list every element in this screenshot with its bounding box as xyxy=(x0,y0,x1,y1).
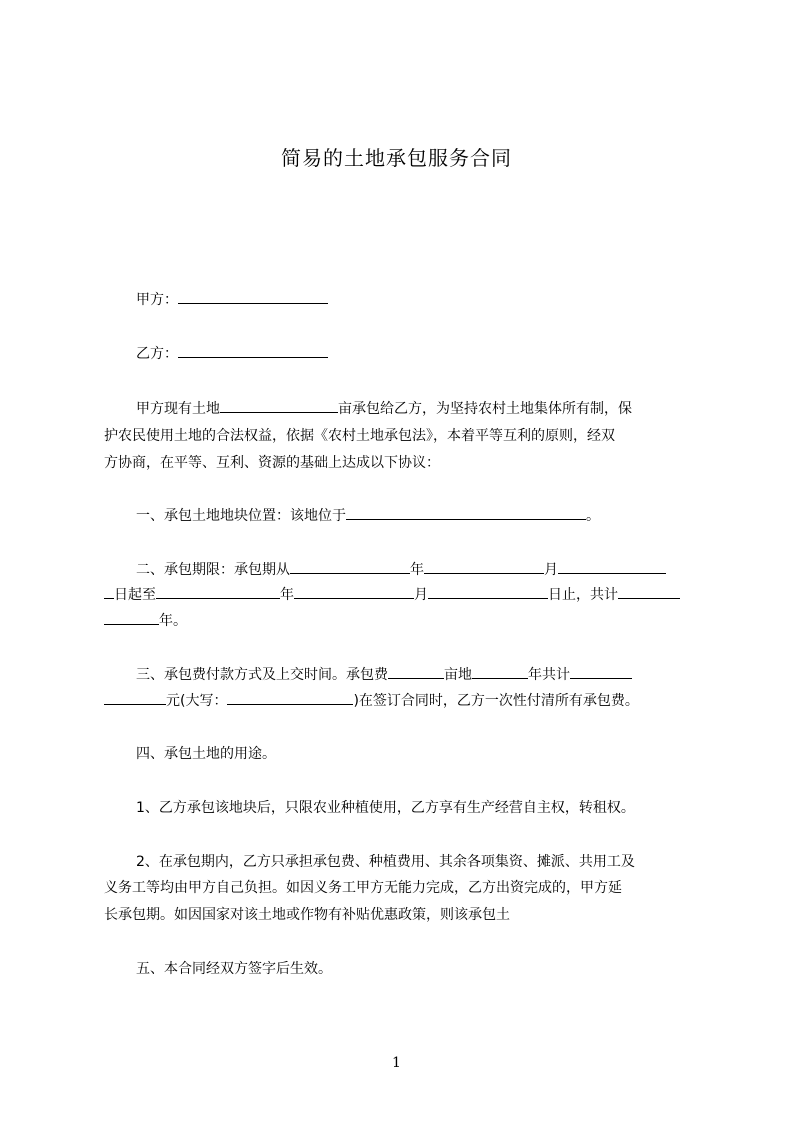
fee-per-year-blank xyxy=(472,663,528,679)
total-years-blank xyxy=(618,583,680,599)
year-label: 年 xyxy=(410,562,424,578)
month-label: 月 xyxy=(544,562,558,578)
item-2-line-3: 长承包期。如因国家对该土地或作物有补贴优惠政策，则该承包土 xyxy=(104,907,510,923)
clause-1-line xyxy=(104,503,736,530)
item-2-line-1: 2、在承包期内，乙方只承担承包费、种植费用、其余各项集资、摊派、共用工及 xyxy=(136,854,635,870)
page-number: 1 xyxy=(392,1055,401,1071)
end-year-label: 年 xyxy=(280,587,294,603)
clause-3-line-2 xyxy=(104,688,704,715)
intro-seg1: 甲方现有土地 xyxy=(136,401,220,417)
start-day-blank-cont xyxy=(104,583,114,599)
clause-3-line-1 xyxy=(104,662,736,689)
intro-line-1 xyxy=(104,396,736,423)
end-month-blank xyxy=(294,583,414,599)
end-month-label: 月 xyxy=(414,587,428,603)
intro-line-2: 护农民使用土地的合法权益，依据《农村土地承包法》，本着平等互利的原则，经双 xyxy=(104,428,615,444)
clause-3-label: 三、承包费付款方式及上交时间。承包费 xyxy=(136,667,388,683)
intro-line-3: 方协商，在平等、互利、资源的基础上达成以下协议： xyxy=(104,455,440,471)
clause-5: 五、本合同经双方签字后生效。 xyxy=(136,961,332,977)
clause-1-tail: 。 xyxy=(586,508,600,524)
party-b-line xyxy=(104,341,736,368)
clause-2-label: 二、承包期限：承包期从 xyxy=(136,562,290,578)
start-month-blank xyxy=(424,558,544,574)
party-a-label: 甲方： xyxy=(136,292,178,308)
yuan-label: 元(大写： xyxy=(166,693,228,709)
document-title: 简易的土地承包服务合同 xyxy=(281,146,512,170)
start-day-blank xyxy=(558,558,666,574)
fee-total-blank xyxy=(570,663,632,679)
per-mu-label: 亩地 xyxy=(444,667,472,683)
clause-2-line-1 xyxy=(104,557,736,584)
fee-uppercase-blank xyxy=(227,689,353,705)
years-label: 年。 xyxy=(159,613,187,629)
clause-2-line-2 xyxy=(104,582,704,609)
per-year-label: 年共计 xyxy=(528,667,570,683)
clause-2-line-3 xyxy=(104,608,704,635)
location-blank xyxy=(346,504,586,520)
fee-per-mu-blank xyxy=(388,663,444,679)
item-1: 1、乙方承包该地块后，只限农业种植使用，乙方享有生产经营自主权，转租权。 xyxy=(136,800,635,816)
item-2-line-2: 义务工等均由甲方自己负担。如因义务工甲方无能力完成，乙方出资完成的，甲方延 xyxy=(104,880,622,896)
start-year-blank xyxy=(290,558,410,574)
intro-seg2: 亩承包给乙方，为坚持农村土地集体所有制，保 xyxy=(338,401,632,417)
end-label: 日止，共计 xyxy=(548,587,618,603)
fee-total-blank-cont xyxy=(104,689,166,705)
end-day-blank xyxy=(428,583,548,599)
end-year-blank xyxy=(156,583,280,599)
clause-1-label: 一、承包土地地块位置：该地位于 xyxy=(136,508,346,524)
clause-3-tail: )在签订合同时，乙方一次性付清所有承包费。 xyxy=(353,693,639,709)
party-b-label: 乙方： xyxy=(136,346,178,362)
clause-4: 四、承包土地的用途。 xyxy=(136,746,276,762)
total-years-blank-cont xyxy=(104,609,159,625)
land-area-blank xyxy=(220,397,338,413)
party-a-blank xyxy=(178,288,328,304)
start-label: 日起至 xyxy=(114,587,156,603)
party-a-line xyxy=(104,287,736,314)
party-b-blank xyxy=(178,342,328,358)
